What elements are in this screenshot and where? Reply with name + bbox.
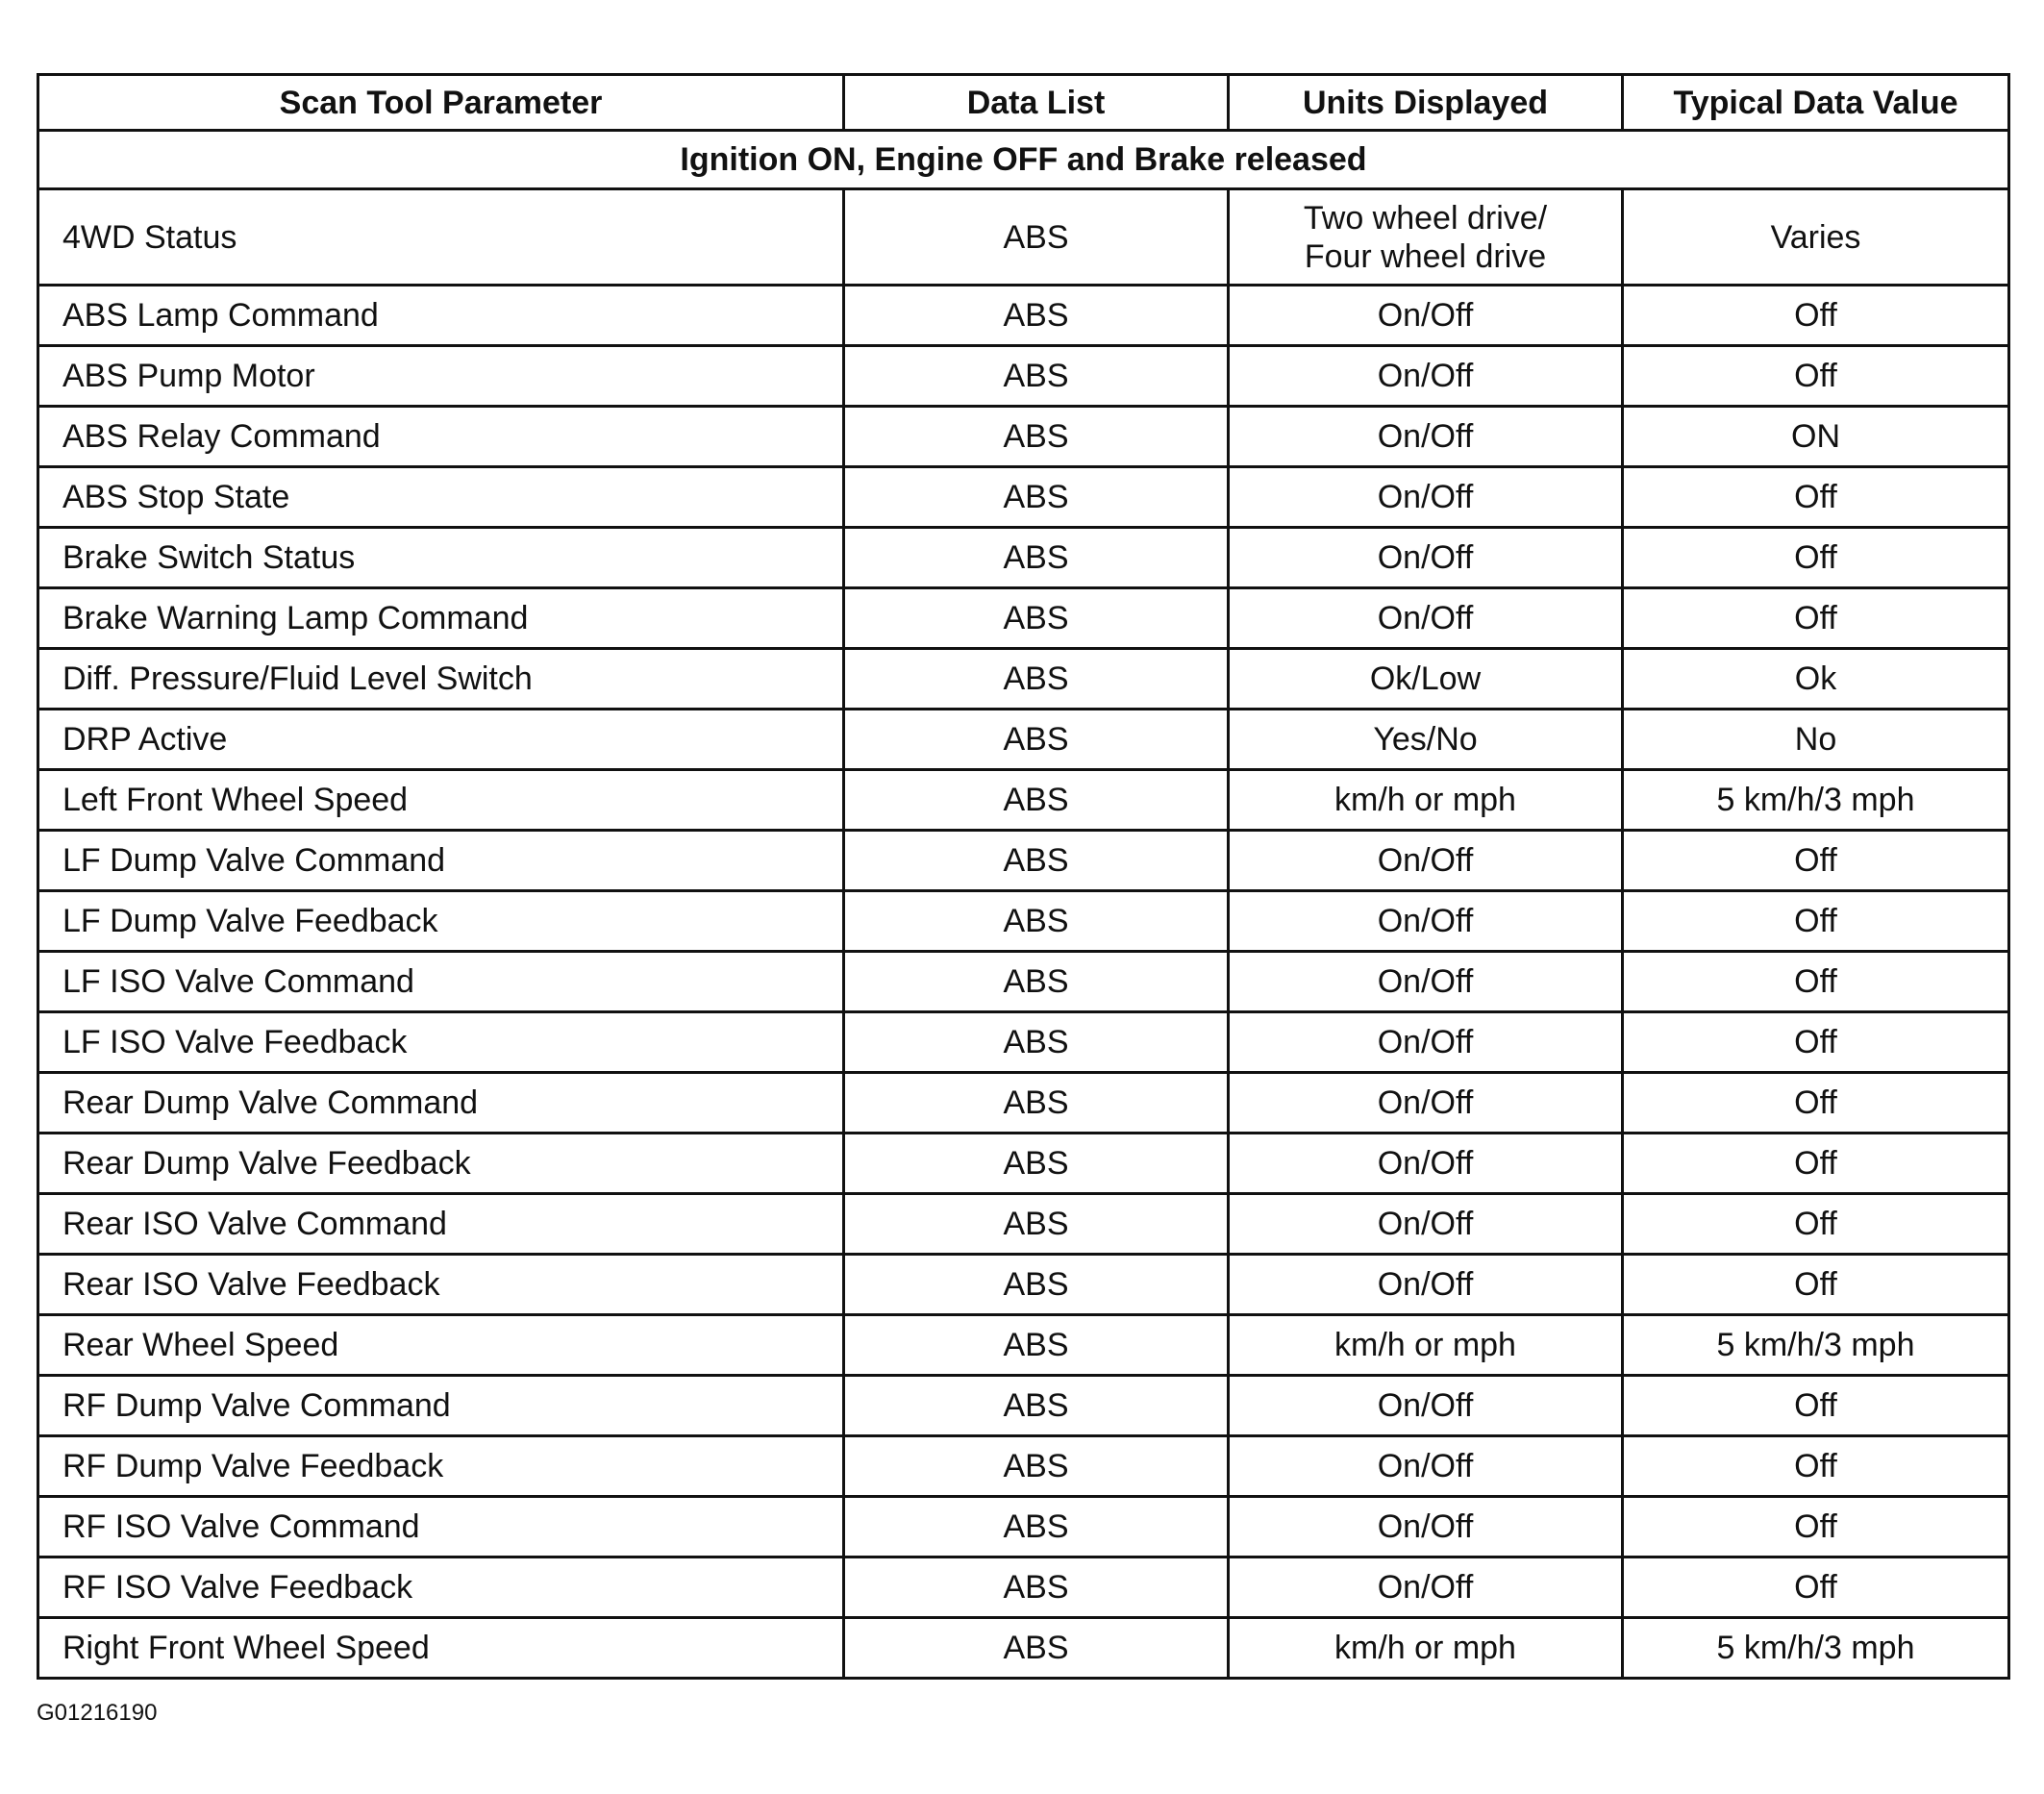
cell-typical-data-value: Off — [1623, 891, 2009, 952]
cell-data-list: ABS — [844, 1436, 1229, 1497]
cell-typical-data-value: Off — [1623, 1134, 2009, 1194]
cell-units-displayed: On/Off — [1229, 1134, 1623, 1194]
table-row — [38, 1376, 2009, 1436]
cell-parameter: RF Dump Valve Command — [38, 1376, 844, 1436]
cell-units-displayed: On/Off — [1229, 1436, 1623, 1497]
cell-typical-data-value: Off — [1623, 1557, 2009, 1618]
cell-data-list: ABS — [844, 952, 1229, 1012]
cell-data-list: ABS — [844, 770, 1229, 831]
cell-units-displayed: On/Off — [1229, 286, 1623, 346]
table-row — [38, 770, 2009, 831]
cell-parameter: 4WD Status — [38, 189, 844, 286]
cell-units-displayed — [1229, 189, 1623, 286]
table-row — [38, 1194, 2009, 1255]
table-row — [38, 649, 2009, 710]
cell-units-displayed: Ok/Low — [1229, 649, 1623, 710]
cell-data-list: ABS — [844, 467, 1229, 528]
cell-data-list: ABS — [844, 189, 1229, 286]
cell-typical-data-value: ON — [1623, 407, 2009, 467]
cell-typical-data-value: No — [1623, 710, 2009, 770]
cell-data-list: ABS — [844, 1073, 1229, 1134]
table-header — [38, 75, 2009, 131]
cell-typical-data-value: Off — [1623, 1436, 2009, 1497]
cell-units-displayed: km/h or mph — [1229, 1618, 1623, 1679]
cell-data-list: ABS — [844, 891, 1229, 952]
cell-parameter: Rear ISO Valve Feedback — [38, 1255, 844, 1315]
cell-typical-data-value: Off — [1623, 467, 2009, 528]
cell-data-list: ABS — [844, 1315, 1229, 1376]
cell-data-list: ABS — [844, 831, 1229, 891]
cell-data-list: ABS — [844, 710, 1229, 770]
cell-units-displayed: On/Off — [1229, 588, 1623, 649]
cell-parameter: LF Dump Valve Feedback — [38, 891, 844, 952]
cell-parameter: Rear Dump Valve Command — [38, 1073, 844, 1134]
cell-parameter: RF Dump Valve Feedback — [38, 1436, 844, 1497]
cell-typical-data-value: Off — [1623, 1012, 2009, 1073]
cell-units-displayed: Yes/No — [1229, 710, 1623, 770]
header-units-displayed: Units Displayed — [1229, 75, 1623, 131]
table-row — [38, 407, 2009, 467]
cell-data-list: ABS — [844, 1497, 1229, 1557]
cell-units-displayed: On/Off — [1229, 891, 1623, 952]
scan-tool-data-table-container — [37, 73, 2007, 1680]
cell-typical-data-value: Off — [1623, 1376, 2009, 1436]
cell-parameter: LF Dump Valve Command — [38, 831, 844, 891]
cell-parameter: ABS Stop State — [38, 467, 844, 528]
cell-data-list: ABS — [844, 286, 1229, 346]
cell-units-displayed: On/Off — [1229, 528, 1623, 588]
cell-units-displayed: On/Off — [1229, 1376, 1623, 1436]
cell-units-displayed: On/Off — [1229, 1497, 1623, 1557]
cell-units-displayed: On/Off — [1229, 467, 1623, 528]
table-row — [38, 710, 2009, 770]
cell-units-displayed: On/Off — [1229, 1194, 1623, 1255]
cell-parameter: ABS Lamp Command — [38, 286, 844, 346]
cell-typical-data-value: 5 km/h/3 mph — [1623, 1315, 2009, 1376]
cell-typical-data-value: Ok — [1623, 649, 2009, 710]
cell-typical-data-value: 5 km/h/3 mph — [1623, 1618, 2009, 1679]
table-row — [38, 189, 2009, 286]
cell-typical-data-value: Off — [1623, 952, 2009, 1012]
header-data-list: Data List — [844, 75, 1229, 131]
figure-id: G01216190 — [37, 1700, 158, 1726]
header-row — [38, 75, 2009, 131]
cell-data-list: ABS — [844, 407, 1229, 467]
table-row — [38, 1073, 2009, 1134]
cell-units-displayed: On/Off — [1229, 346, 1623, 407]
cell-parameter: LF ISO Valve Command — [38, 952, 844, 1012]
cell-parameter: Right Front Wheel Speed — [38, 1618, 844, 1679]
cell-typical-data-value: Off — [1623, 1194, 2009, 1255]
table-body — [38, 131, 2009, 1679]
cell-typical-data-value: Varies — [1623, 189, 2009, 286]
cell-typical-data-value: Off — [1623, 286, 2009, 346]
cell-typical-data-value: Off — [1623, 1073, 2009, 1134]
cell-typical-data-value: 5 km/h/3 mph — [1623, 770, 2009, 831]
table-row — [38, 1012, 2009, 1073]
table-row — [38, 286, 2009, 346]
section-row — [38, 131, 2009, 189]
cell-parameter: Rear ISO Valve Command — [38, 1194, 844, 1255]
table-row — [38, 467, 2009, 528]
cell-parameter: LF ISO Valve Feedback — [38, 1012, 844, 1073]
table-row — [38, 1497, 2009, 1557]
units-line-2: Four wheel drive — [1304, 237, 1547, 275]
cell-units-displayed: km/h or mph — [1229, 1315, 1623, 1376]
cell-data-list: ABS — [844, 588, 1229, 649]
cell-data-list: ABS — [844, 1134, 1229, 1194]
table-row — [38, 528, 2009, 588]
cell-units-displayed: On/Off — [1229, 1557, 1623, 1618]
table-row — [38, 588, 2009, 649]
cell-data-list: ABS — [844, 1618, 1229, 1679]
cell-typical-data-value: Off — [1623, 588, 2009, 649]
cell-data-list: ABS — [844, 346, 1229, 407]
cell-units-displayed: On/Off — [1229, 1012, 1623, 1073]
cell-units-displayed: On/Off — [1229, 407, 1623, 467]
table-row — [38, 891, 2009, 952]
cell-units-displayed: km/h or mph — [1229, 770, 1623, 831]
cell-units-displayed: On/Off — [1229, 952, 1623, 1012]
cell-parameter: RF ISO Valve Command — [38, 1497, 844, 1557]
cell-parameter: Brake Warning Lamp Command — [38, 588, 844, 649]
table-row — [38, 346, 2009, 407]
cell-data-list: ABS — [844, 1194, 1229, 1255]
table-row — [38, 1618, 2009, 1679]
header-scan-tool-parameter: Scan Tool Parameter — [38, 75, 844, 131]
cell-data-list: ABS — [844, 528, 1229, 588]
table-row — [38, 1315, 2009, 1376]
units-line-1: Two wheel drive/ — [1303, 199, 1548, 237]
cell-units-displayed: On/Off — [1229, 831, 1623, 891]
cell-parameter: Diff. Pressure/Fluid Level Switch — [38, 649, 844, 710]
cell-parameter: Brake Switch Status — [38, 528, 844, 588]
cell-parameter: Rear Dump Valve Feedback — [38, 1134, 844, 1194]
table-row — [38, 1557, 2009, 1618]
cell-parameter: Left Front Wheel Speed — [38, 770, 844, 831]
cell-data-list: ABS — [844, 1557, 1229, 1618]
section-title: Ignition ON, Engine OFF and Brake released — [38, 131, 2009, 189]
cell-typical-data-value: Off — [1623, 346, 2009, 407]
cell-units-displayed: On/Off — [1229, 1255, 1623, 1315]
cell-data-list: ABS — [844, 649, 1229, 710]
cell-parameter: Rear Wheel Speed — [38, 1315, 844, 1376]
cell-parameter: ABS Relay Command — [38, 407, 844, 467]
table-row — [38, 952, 2009, 1012]
cell-data-list: ABS — [844, 1255, 1229, 1315]
cell-typical-data-value: Off — [1623, 528, 2009, 588]
cell-parameter: RF ISO Valve Feedback — [38, 1557, 844, 1618]
table-row — [38, 831, 2009, 891]
cell-parameter: DRP Active — [38, 710, 844, 770]
header-typical-data-value: Typical Data Value — [1623, 75, 2009, 131]
cell-units-displayed: On/Off — [1229, 1073, 1623, 1134]
scan-tool-data-table — [37, 73, 2010, 1680]
cell-typical-data-value: Off — [1623, 1255, 2009, 1315]
cell-typical-data-value: Off — [1623, 1497, 2009, 1557]
cell-typical-data-value: Off — [1623, 831, 2009, 891]
cell-data-list: ABS — [844, 1376, 1229, 1436]
table-row — [38, 1436, 2009, 1497]
table-row — [38, 1134, 2009, 1194]
cell-parameter: ABS Pump Motor — [38, 346, 844, 407]
cell-data-list: ABS — [844, 1012, 1229, 1073]
table-row — [38, 1255, 2009, 1315]
